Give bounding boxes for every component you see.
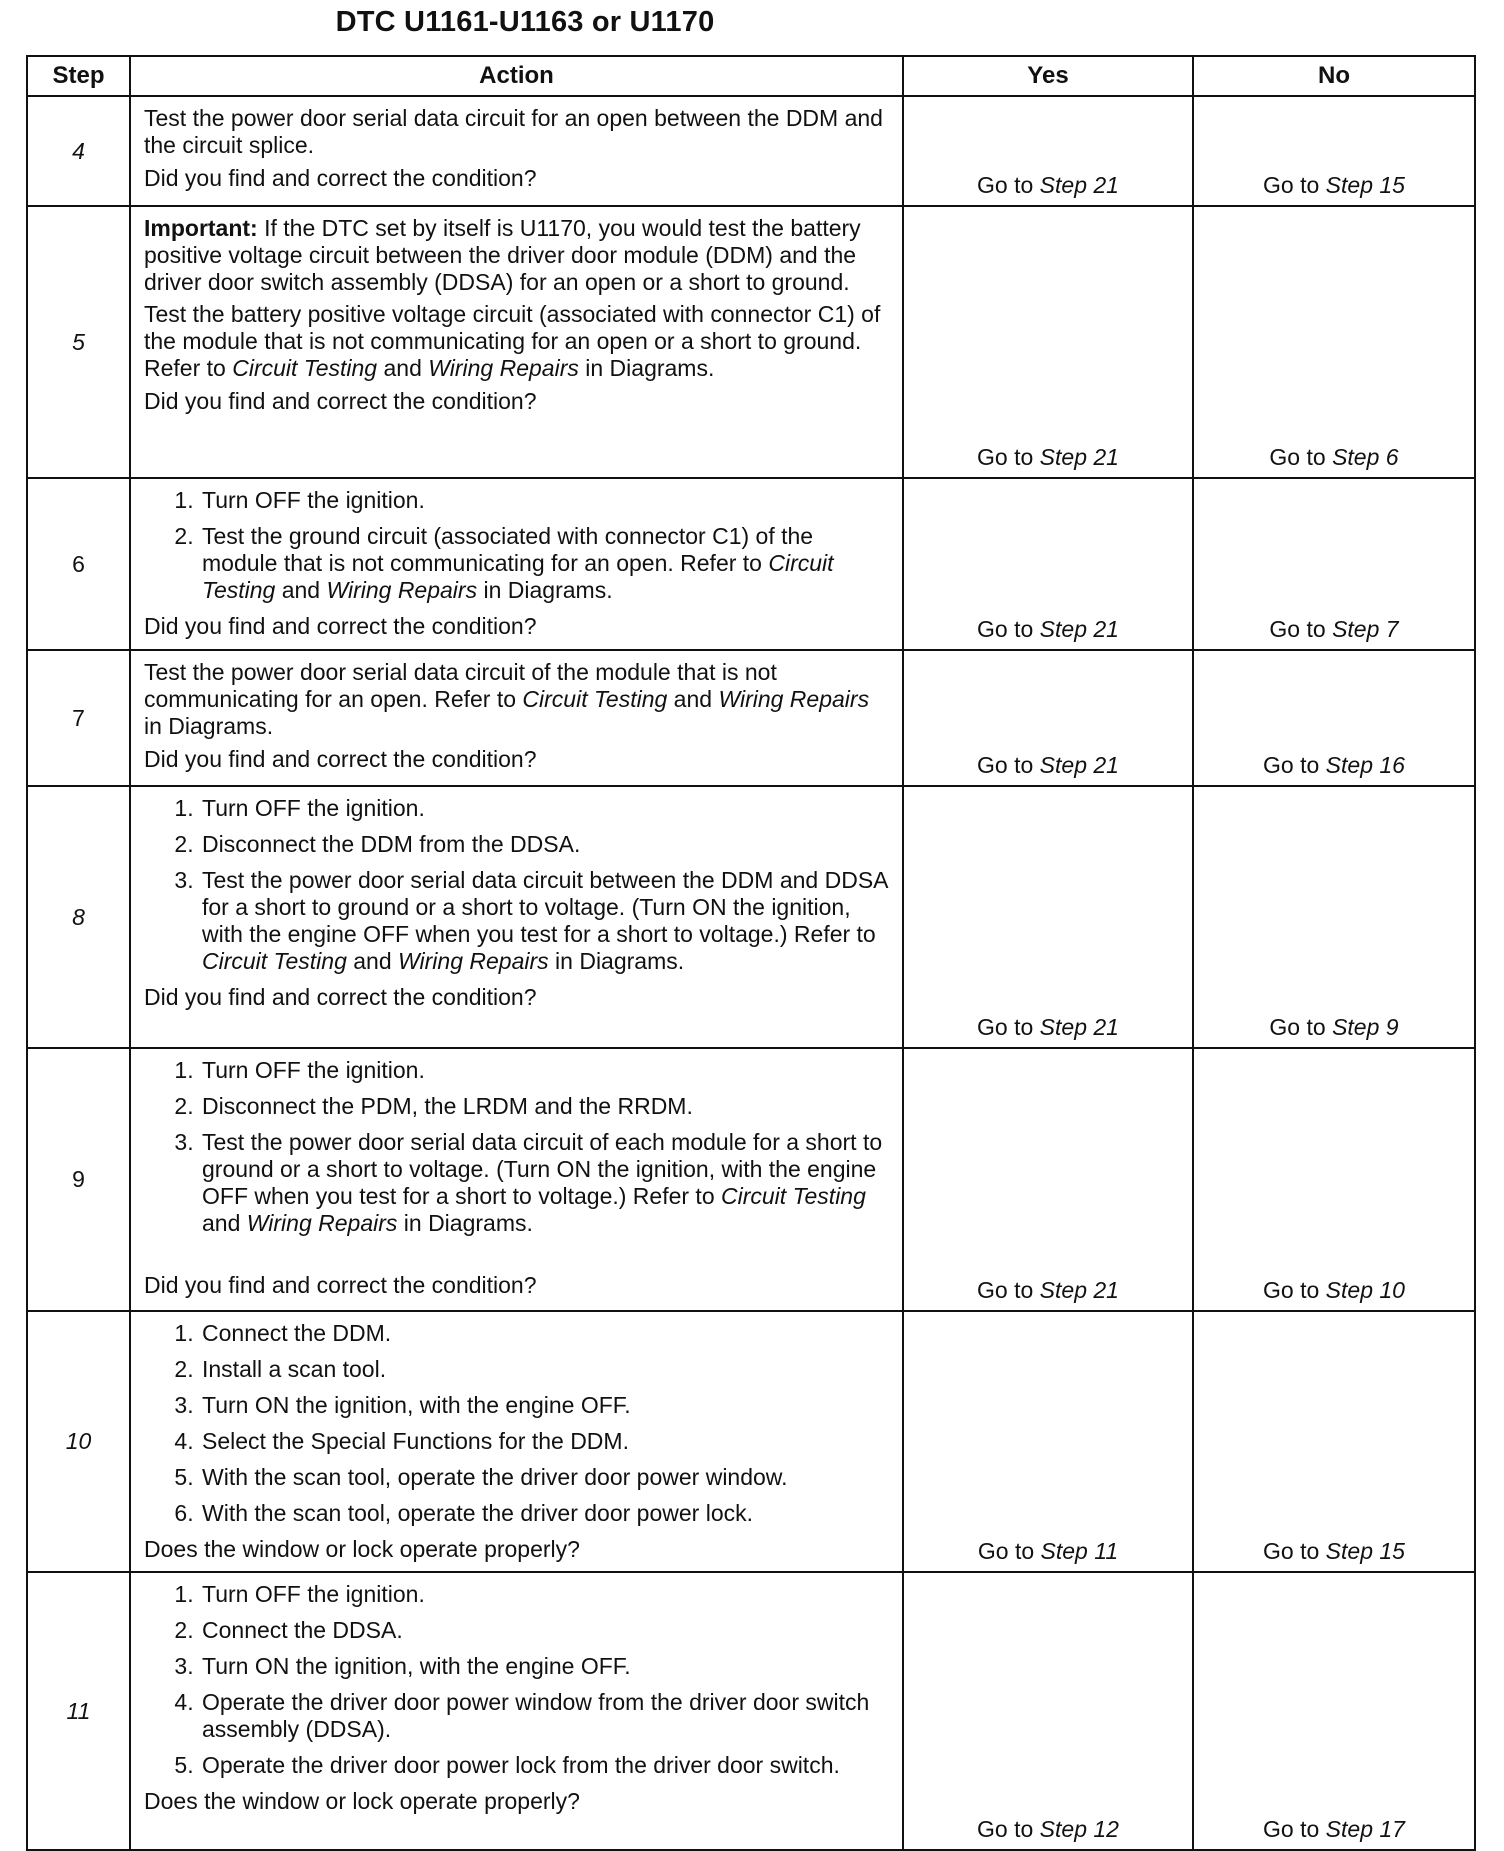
yes-cell [903, 650, 1193, 786]
list-item: 1. Turn OFF the ignition. [200, 795, 892, 822]
action-steps-list [144, 1320, 892, 1527]
text-run: in Diagrams. [477, 577, 613, 603]
reference-circuit-testing: Circuit Testing [232, 355, 378, 381]
action-cell [130, 1048, 903, 1311]
action-text [144, 301, 892, 382]
reference-circuit-testing: Circuit Testing [522, 686, 668, 712]
header-yes: Yes [903, 56, 1193, 96]
no-prefix: Go to [1263, 1277, 1320, 1303]
step-number: 5 [27, 206, 130, 478]
yes-cell [903, 1311, 1193, 1572]
no-cell [1193, 96, 1475, 206]
step-number: 8 [27, 786, 130, 1048]
list-item: 5. Operate the driver door power lock from the driver door switch. [200, 1752, 892, 1779]
yes-prefix: Go to [977, 172, 1034, 198]
yes-prefix: Go to [977, 616, 1034, 642]
header-action: Action [130, 56, 903, 96]
action-cell [130, 96, 903, 206]
yes-step-link[interactable]: Step 12 [1039, 1816, 1119, 1842]
text-run: in Diagrams. [144, 713, 274, 739]
reference-wiring-repairs: Wiring Repairs [246, 1210, 398, 1236]
list-item: 5. With the scan tool, operate the driver door power window. [200, 1464, 892, 1491]
list-item: 1. Connect the DDM. [200, 1320, 892, 1347]
yes-step-link[interactable]: Step 21 [1039, 1277, 1119, 1303]
table-header-row [27, 56, 1475, 96]
text-run: and [275, 577, 327, 603]
reference-circuit-testing: Circuit Testing [202, 948, 347, 974]
yes-cell [903, 786, 1193, 1048]
reference-wiring-repairs: Wiring Repairs [398, 948, 549, 974]
no-prefix: Go to [1269, 616, 1326, 642]
action-cell [130, 650, 903, 786]
table-row-step-7 [27, 650, 1475, 786]
yes-prefix: Go to [977, 1538, 1035, 1564]
table-row-step-11 [27, 1572, 1475, 1850]
yes-prefix: Go to [977, 1014, 1034, 1040]
no-step-link[interactable]: Step 6 [1332, 444, 1399, 470]
action-cell [130, 206, 903, 478]
action-text: Test the power door serial data circuit for an open between the DDM and the circuit splice. [144, 105, 883, 158]
no-cell [1193, 786, 1475, 1048]
action-question: Did you find and correct the condition? [144, 165, 537, 191]
list-item: 3. Turn ON the ignition, with the engine OFF. [200, 1392, 892, 1419]
no-cell [1193, 1048, 1475, 1311]
list-item [200, 523, 892, 604]
reference-circuit-testing: Circuit Testing [202, 550, 834, 603]
action-cell [130, 786, 903, 1048]
text-run: in Diagrams. [397, 1210, 533, 1236]
no-step-link[interactable]: Step 7 [1332, 616, 1399, 642]
list-item: 4. Select the Special Functions for the DDM. [200, 1428, 892, 1455]
yes-prefix: Go to [977, 1816, 1034, 1842]
no-step-link[interactable]: Step 9 [1332, 1014, 1399, 1040]
no-cell [1193, 1311, 1475, 1572]
no-cell [1193, 206, 1475, 478]
important-text: If the DTC set by itself is U1170, you would test the battery positive voltage circuit between the driver door module (DDM) and the driver door switch assembly (DDSA) for an open or a short to ground. [144, 215, 861, 295]
list-item: 2. Disconnect the DDM from the DDSA. [200, 831, 892, 858]
action-text [144, 659, 892, 740]
no-prefix: Go to [1263, 1538, 1320, 1564]
list-item [200, 1129, 892, 1237]
text-run: Test the power door serial data circuit of the module that is not communicating for an open. Refer to [144, 659, 777, 712]
yes-step-link[interactable]: Step 21 [1039, 616, 1119, 642]
list-item: 2. Install a scan tool. [200, 1356, 892, 1383]
list-item [200, 867, 892, 975]
list-item: 6. With the scan tool, operate the driver door power lock. [200, 1500, 892, 1527]
table-row-step-10 [27, 1311, 1475, 1572]
no-prefix: Go to [1263, 172, 1320, 198]
step-number: 9 [27, 1048, 130, 1311]
yes-step-link[interactable]: Step 21 [1039, 1014, 1119, 1040]
step-number: 4 [27, 96, 130, 206]
yes-prefix: Go to [977, 752, 1034, 778]
yes-prefix: Go to [977, 444, 1034, 470]
text-run: Test the battery positive voltage circuit (associated with connector C1) of the module that is not communicating for an open or a short to ground. Refer to [144, 301, 881, 381]
reference-wiring-repairs: Wiring Repairs [718, 686, 870, 712]
action-steps-list [144, 487, 892, 604]
step-number: 6 [27, 478, 130, 650]
list-item: 3. Turn ON the ignition, with the engine OFF. [200, 1653, 892, 1680]
no-cell [1193, 1572, 1475, 1850]
text-run: and [667, 686, 719, 712]
table-row-step-8 [27, 786, 1475, 1048]
reference-wiring-repairs: Wiring Repairs [326, 577, 478, 603]
yes-cell [903, 1048, 1193, 1311]
text-run: and [202, 1210, 247, 1236]
no-step-link[interactable]: Step 15 [1325, 1538, 1405, 1564]
important-label: Important: [144, 215, 258, 241]
yes-step-link[interactable]: Step 21 [1039, 444, 1119, 470]
text-run: and [346, 948, 399, 974]
action-cell [130, 1572, 903, 1850]
action-cell [130, 1311, 903, 1572]
yes-cell [903, 206, 1193, 478]
reference-circuit-testing: Circuit Testing [721, 1183, 866, 1209]
no-prefix: Go to [1269, 1014, 1326, 1040]
yes-step-link[interactable]: Step 21 [1039, 172, 1119, 198]
yes-step-link[interactable]: Step 11 [1040, 1538, 1119, 1564]
list-item: 1. Turn OFF the ignition. [200, 487, 892, 514]
no-step-link[interactable]: Step 15 [1325, 172, 1405, 198]
step-number: 10 [27, 1311, 130, 1572]
action-steps-list [144, 1581, 892, 1779]
list-item: 1. Turn OFF the ignition. [200, 1581, 892, 1608]
no-prefix: Go to [1263, 752, 1320, 778]
action-question: Did you find and correct the condition? [144, 746, 537, 772]
action-steps-list [144, 795, 892, 975]
action-question: Did you find and correct the condition? [144, 984, 537, 1010]
action-question: Did you find and correct the condition? [144, 613, 537, 639]
text-run: in Diagrams. [578, 355, 715, 381]
action-cell [130, 478, 903, 650]
table-row-step-6 [27, 478, 1475, 650]
yes-cell [903, 478, 1193, 650]
list-item: 4. Operate the driver door power window from the driver door switch assembly (DDSA). [200, 1689, 892, 1743]
header-step: Step [27, 56, 130, 96]
step-number: 7 [27, 650, 130, 786]
table-row-step-4 [27, 96, 1475, 206]
text-run: Test the power door serial data circuit of each module for a short to ground or a short to voltage. (Turn ON the ignition, with the engine OFF when you test for a short to voltage.) Refer to [202, 1129, 883, 1209]
action-question: Did you find and correct the condition? [144, 1272, 537, 1298]
table-row-step-9 [27, 1048, 1475, 1311]
important-note [144, 215, 892, 296]
list-item: 2. Disconnect the PDM, the LRDM and the RRDM. [200, 1093, 892, 1120]
no-step-link[interactable]: Step 10 [1325, 1277, 1405, 1303]
no-cell [1193, 478, 1475, 650]
yes-cell [903, 96, 1193, 206]
table-row-step-5 [27, 206, 1475, 478]
list-item: 1. Turn OFF the ignition. [200, 1057, 892, 1084]
action-question: Did you find and correct the condition? [144, 388, 537, 414]
no-cell [1193, 650, 1475, 786]
list-item: 2. Connect the DDSA. [200, 1617, 892, 1644]
yes-step-link[interactable]: Step 21 [1039, 752, 1119, 778]
action-question: Does the window or lock operate properly? [144, 1788, 580, 1814]
step-number: 11 [27, 1572, 130, 1850]
action-question: Does the window or lock operate properly? [144, 1536, 580, 1562]
reference-wiring-repairs: Wiring Repairs [428, 355, 579, 381]
no-step-link[interactable]: Step 17 [1325, 1816, 1405, 1842]
action-steps-list [144, 1057, 892, 1237]
header-no: No [1193, 56, 1475, 96]
no-prefix: Go to [1263, 1816, 1320, 1842]
text-run: Test the ground circuit (associated with connector C1) of the module that is not communicating for an open. Refer to [202, 523, 814, 576]
yes-cell [903, 1572, 1193, 1850]
text-run: and [377, 355, 429, 381]
text-run: Test the power door serial data circuit between the DDM and DDSA for a short to ground or a short to voltage. (Turn ON the ignition, with the engine OFF when you test for a short to voltage.) Refer to [202, 867, 888, 947]
no-step-link[interactable]: Step 16 [1325, 752, 1405, 778]
yes-prefix: Go to [977, 1277, 1034, 1303]
text-run: in Diagrams. [548, 948, 685, 974]
diagnostic-table [26, 55, 1476, 1851]
page-title: DTC U1161-U1163 or U1170 [335, 6, 715, 38]
no-prefix: Go to [1269, 444, 1326, 470]
